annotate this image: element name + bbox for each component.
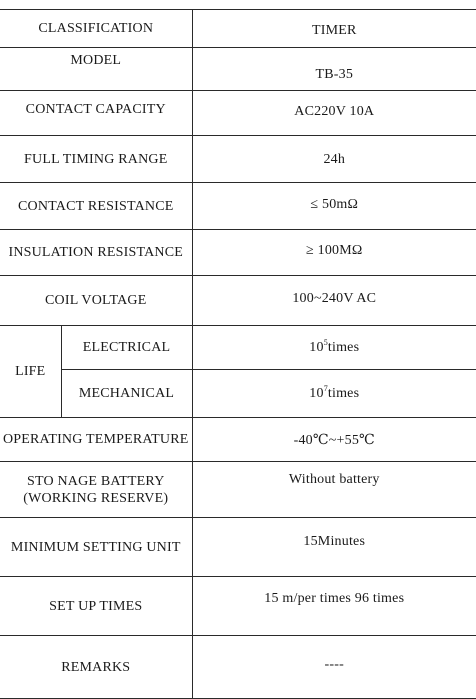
label-model: MODEL [0,48,192,91]
label-minimum-setting-unit: MINIMUM SETTING UNIT [0,518,192,577]
table-row [0,518,476,577]
exponent: 7 [323,384,328,393]
table-row [0,136,476,183]
table-row [0,276,476,326]
value-storage-battery: Without battery [192,462,476,518]
label-classification: CLASSIFICATION [0,10,192,48]
value-electrical: $10^5times$ [192,326,476,370]
value-coil-voltage: 100~240V AC [192,276,476,326]
table-row [0,462,476,518]
value-insulation-resistance: ≥ 100MΩ [192,230,476,276]
label-storage-battery: STO NAGE BATTERY (WORKING RESERVE) [0,462,192,518]
label-mechanical: MECHANICAL [61,370,192,418]
table-row [0,230,476,276]
value-contact-resistance: ≤ 50mΩ [192,183,476,230]
table-row [0,183,476,230]
table-row [0,48,476,91]
table-row [0,10,476,48]
label-coil-voltage: COIL VOLTAGE [0,276,192,326]
label-contact-capacity: CONTACT CAPACITY [0,91,192,136]
table-row [0,418,476,462]
table-row [0,636,476,699]
value-full-timing-range: 24h [192,136,476,183]
label-insulation-resistance: INSULATION RESISTANCE [0,230,192,276]
value-remarks: ---- [192,636,476,699]
specification-table [0,9,476,699]
table-row [0,91,476,136]
value-model: TB-35 [192,48,476,91]
value-minimum-setting-unit: 15Minutes [192,518,476,577]
label-remarks: REMARKS [0,636,192,699]
exponent: 5 [323,338,328,347]
value-classification: TIMER [192,10,476,48]
value-operating-temperature: -40℃~+55℃ [192,418,476,462]
table-row [0,326,476,370]
label-life: LIFE [0,326,61,418]
value-set-up-times: 15 m/per times 96 times [192,577,476,636]
table-row [0,370,476,418]
label-contact-resistance: CONTACT RESISTANCE [0,183,192,230]
label-electrical: ELECTRICAL [61,326,192,370]
label-operating-temperature: OPERATING TEMPERATURE [0,418,192,462]
value-mechanical: $10^7times$ [192,370,476,418]
label-set-up-times: SET UP TIMES [0,577,192,636]
value-contact-capacity: AC220V 10A [192,91,476,136]
table-row [0,577,476,636]
label-full-timing-range: FULL TIMING RANGE [0,136,192,183]
